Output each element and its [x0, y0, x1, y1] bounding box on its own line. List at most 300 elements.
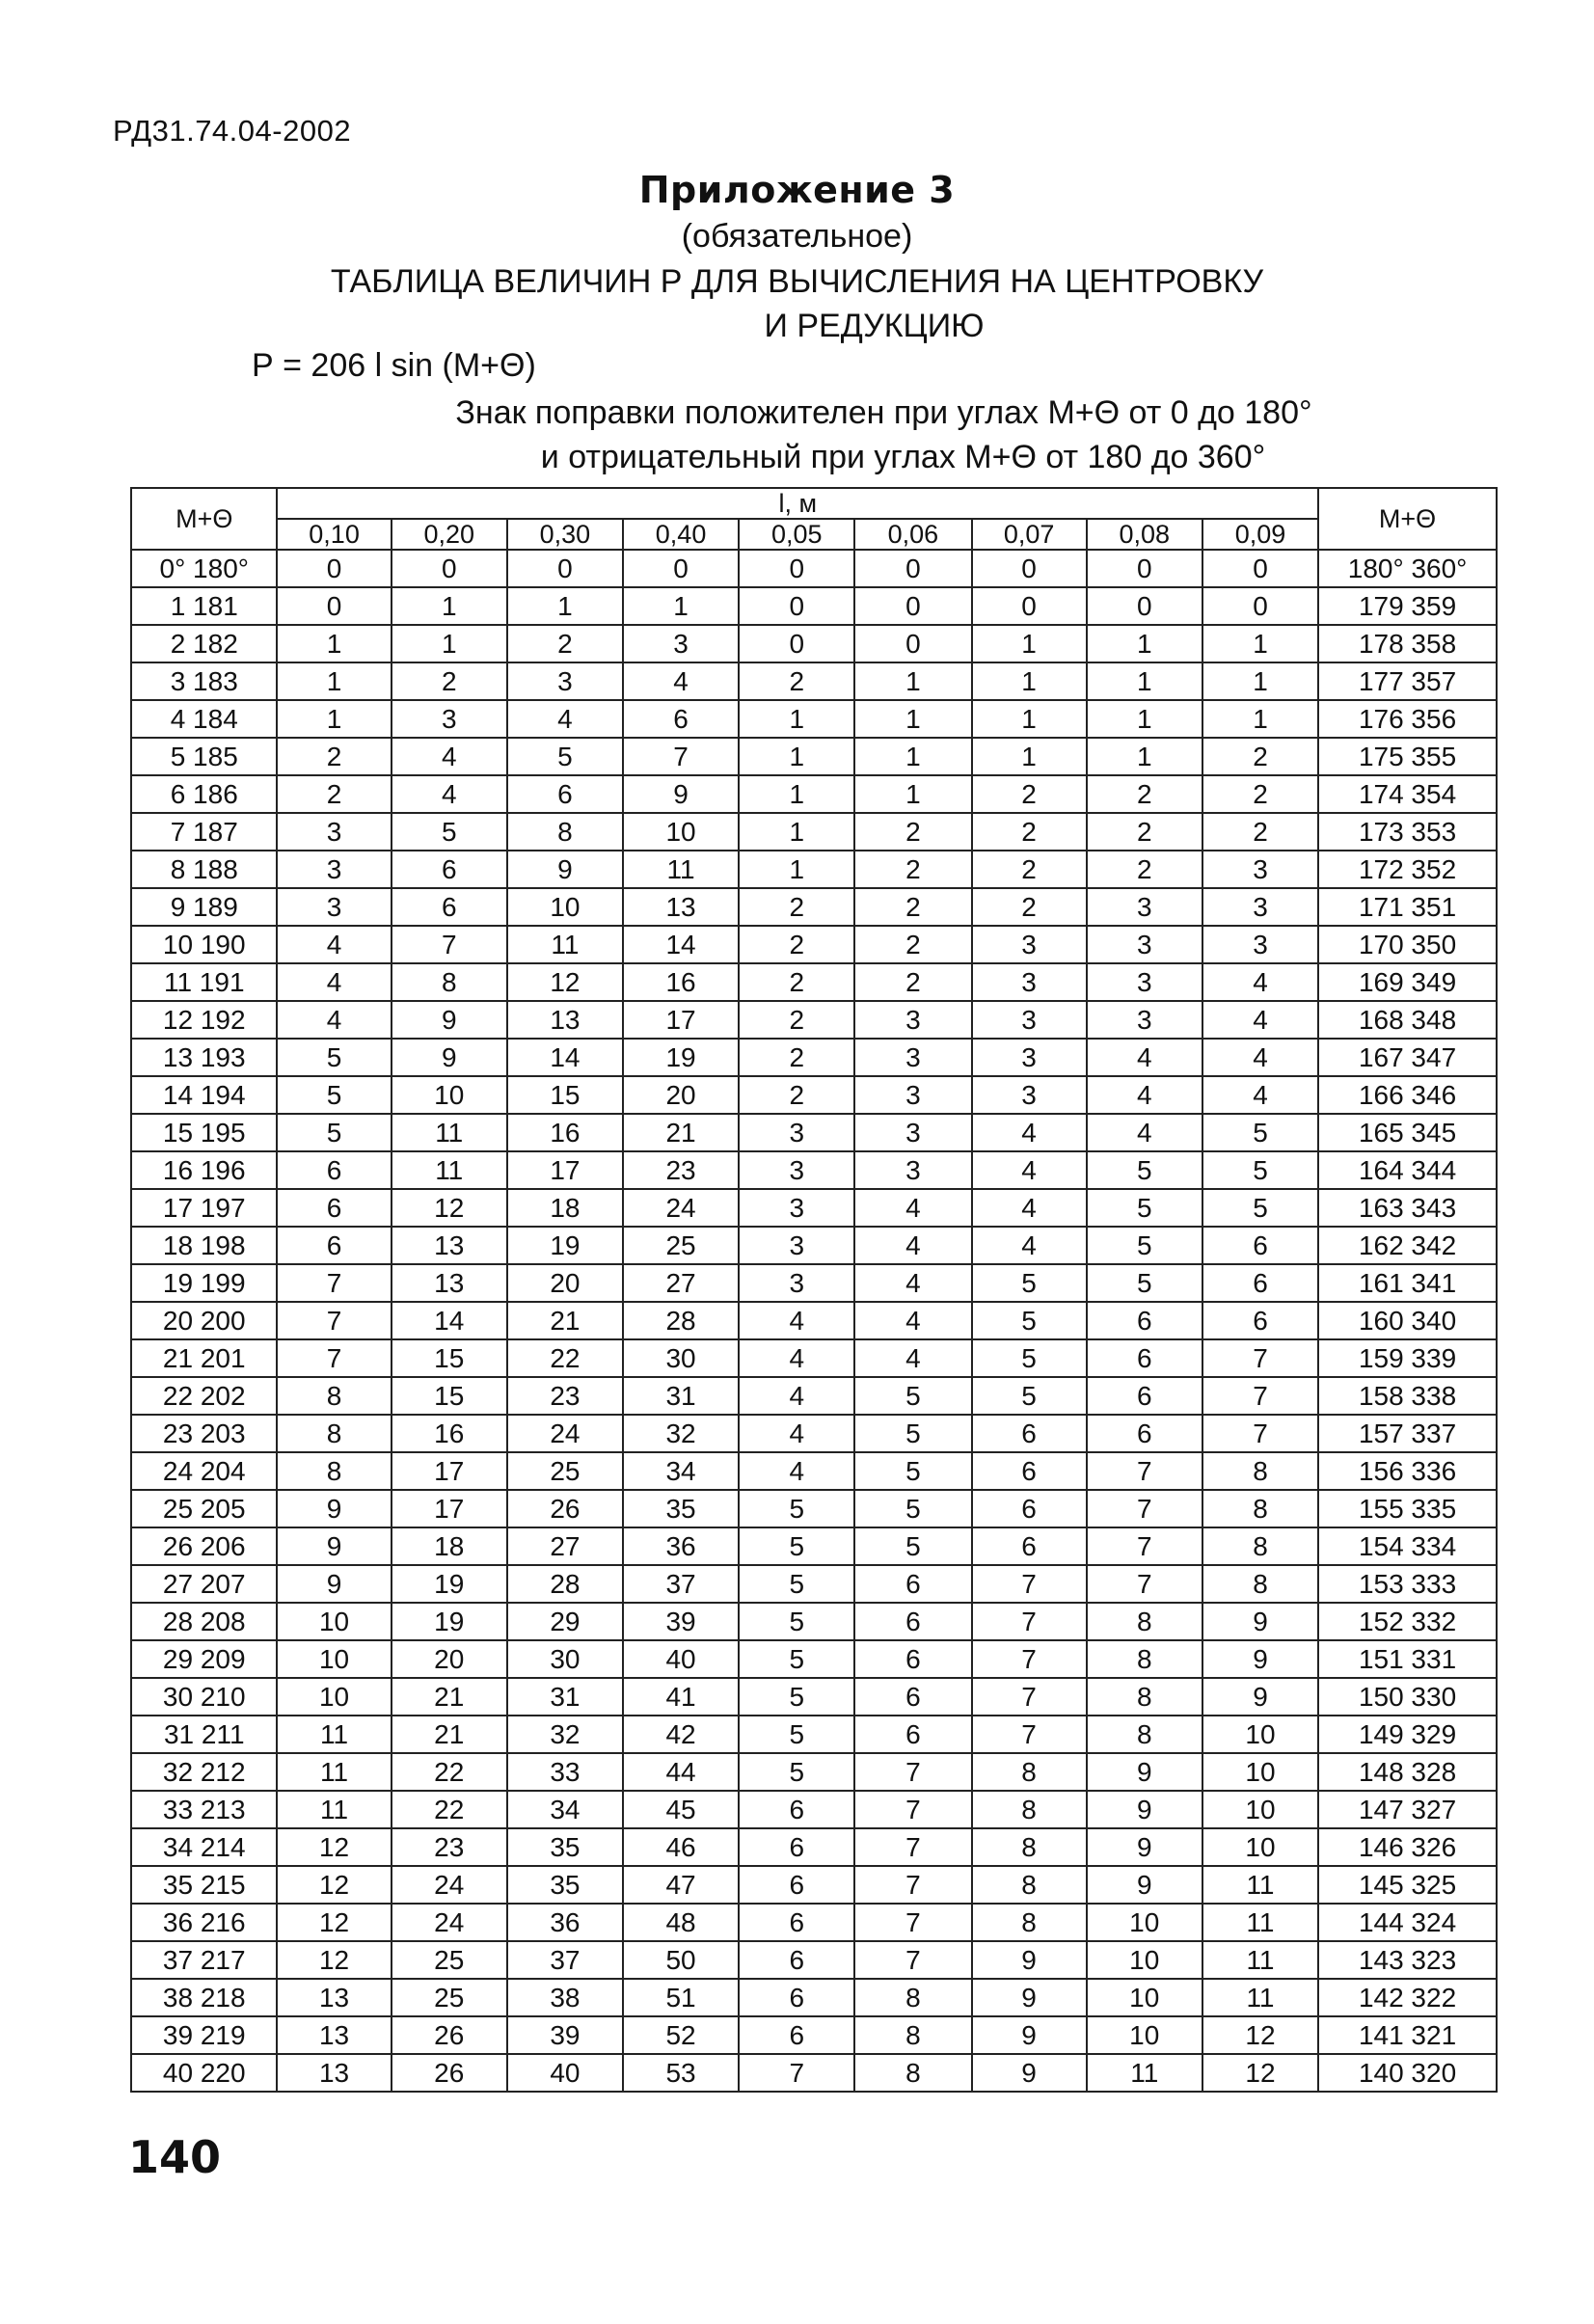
value-cell: 0 — [739, 625, 854, 662]
value-cell: 29 — [507, 1603, 623, 1640]
row-left-angle: 13 193 — [131, 1039, 277, 1076]
value-cell: 12 — [392, 1189, 507, 1227]
table-row — [131, 888, 1497, 926]
column-header-5: 0,06 — [854, 519, 971, 550]
value-cell: 9 — [1087, 1753, 1202, 1791]
table-row — [131, 1039, 1497, 1076]
value-cell: 9 — [1087, 1828, 1202, 1866]
value-cell: 36 — [507, 1904, 623, 1941]
value-cell: 36 — [623, 1527, 739, 1565]
table-row — [131, 926, 1497, 963]
value-cell: 31 — [623, 1377, 739, 1415]
value-cell: 6 — [277, 1227, 391, 1264]
value-cell: 5 — [854, 1452, 971, 1490]
value-cell: 19 — [392, 1603, 507, 1640]
value-cell: 1 — [854, 775, 971, 813]
value-cell: 1 — [507, 587, 623, 625]
value-cell: 3 — [739, 1114, 854, 1151]
value-cell: 4 — [854, 1227, 971, 1264]
value-cell: 0 — [1087, 550, 1202, 587]
value-cell: 11 — [277, 1753, 391, 1791]
value-cell: 9 — [1202, 1603, 1318, 1640]
value-cell: 4 — [1202, 963, 1318, 1001]
value-cell: 11 — [1202, 1904, 1318, 1941]
value-cell: 53 — [623, 2054, 739, 2092]
value-cell: 9 — [1202, 1640, 1318, 1678]
value-cell: 24 — [507, 1415, 623, 1452]
value-cell: 1 — [972, 700, 1087, 738]
value-cell: 4 — [972, 1227, 1087, 1264]
value-cell: 8 — [1202, 1452, 1318, 1490]
value-cell: 22 — [392, 1753, 507, 1791]
value-cell: 5 — [1202, 1151, 1318, 1189]
value-cell: 5 — [972, 1264, 1087, 1302]
value-cell: 2 — [739, 888, 854, 926]
value-cell: 34 — [507, 1791, 623, 1828]
row-left-angle: 31 211 — [131, 1716, 277, 1753]
value-cell: 3 — [854, 1151, 971, 1189]
value-cell: 23 — [392, 1828, 507, 1866]
value-cell: 13 — [277, 2054, 391, 2092]
row-left-angle: 5 185 — [131, 738, 277, 775]
value-cell: 5 — [507, 738, 623, 775]
table-row — [131, 550, 1497, 587]
table-row — [131, 1189, 1497, 1227]
value-cell: 5 — [739, 1640, 854, 1678]
value-cell: 4 — [1087, 1114, 1202, 1151]
value-cell: 7 — [972, 1678, 1087, 1716]
row-left-angle: 8 188 — [131, 851, 277, 888]
row-right-angle: 154 334 — [1318, 1527, 1497, 1565]
value-cell: 17 — [392, 1490, 507, 1527]
value-cell: 6 — [1202, 1227, 1318, 1264]
value-cell: 9 — [277, 1565, 391, 1603]
row-right-angle: 166 346 — [1318, 1076, 1497, 1114]
value-cell: 8 — [972, 1791, 1087, 1828]
value-cell: 1 — [1087, 738, 1202, 775]
table-row — [131, 625, 1497, 662]
value-cell: 8 — [1087, 1716, 1202, 1753]
value-cell: 5 — [739, 1527, 854, 1565]
table-row — [131, 1979, 1497, 2016]
value-cell: 1 — [392, 625, 507, 662]
row-right-angle: 140 320 — [1318, 2054, 1497, 2092]
value-cell: 5 — [854, 1377, 971, 1415]
table-row — [131, 738, 1497, 775]
value-cell: 2 — [507, 625, 623, 662]
value-cell: 39 — [623, 1603, 739, 1640]
value-cell: 48 — [623, 1904, 739, 1941]
value-cell: 10 — [392, 1076, 507, 1114]
value-cell: 3 — [854, 1114, 971, 1151]
row-right-angle: 169 349 — [1318, 963, 1497, 1001]
value-cell: 10 — [507, 888, 623, 926]
value-cell: 6 — [739, 1866, 854, 1904]
value-cell: 2 — [739, 1076, 854, 1114]
value-cell: 20 — [392, 1640, 507, 1678]
value-cell: 9 — [1202, 1678, 1318, 1716]
value-cell: 20 — [507, 1264, 623, 1302]
value-cell: 13 — [392, 1264, 507, 1302]
value-cell: 3 — [739, 1151, 854, 1189]
value-cell: 5 — [739, 1678, 854, 1716]
value-cell: 2 — [1087, 775, 1202, 813]
value-cell: 6 — [739, 1904, 854, 1941]
column-header-0: 0,10 — [277, 519, 391, 550]
value-cell: 6 — [623, 700, 739, 738]
value-cell: 9 — [972, 2016, 1087, 2054]
row-right-angle: 156 336 — [1318, 1452, 1497, 1490]
value-cell: 3 — [392, 700, 507, 738]
value-cell: 8 — [972, 1753, 1087, 1791]
value-cell: 5 — [972, 1302, 1087, 1339]
table-row — [131, 1753, 1497, 1791]
value-cell: 2 — [854, 963, 971, 1001]
row-right-angle: 155 335 — [1318, 1490, 1497, 1527]
value-cell: 8 — [972, 1828, 1087, 1866]
value-cell: 7 — [972, 1565, 1087, 1603]
row-right-angle: 178 358 — [1318, 625, 1497, 662]
value-cell: 2 — [854, 888, 971, 926]
value-cell: 3 — [623, 625, 739, 662]
value-cell: 14 — [507, 1039, 623, 1076]
value-cell: 21 — [392, 1716, 507, 1753]
column-header-7: 0,08 — [1087, 519, 1202, 550]
value-cell: 44 — [623, 1753, 739, 1791]
sign-note — [0, 391, 1594, 479]
value-cell: 17 — [623, 1001, 739, 1039]
value-cell: 1 — [739, 851, 854, 888]
row-right-angle: 151 331 — [1318, 1640, 1497, 1678]
row-left-angle: 33 213 — [131, 1791, 277, 1828]
table-row — [131, 963, 1497, 1001]
value-cell: 5 — [854, 1415, 971, 1452]
value-cell: 7 — [972, 1640, 1087, 1678]
row-left-angle: 40 220 — [131, 2054, 277, 2092]
value-cell: 4 — [739, 1415, 854, 1452]
value-cell: 2 — [277, 775, 391, 813]
value-cell: 25 — [392, 1941, 507, 1979]
value-cell: 4 — [972, 1151, 1087, 1189]
value-cell: 2 — [972, 888, 1087, 926]
row-left-angle: 11 191 — [131, 963, 277, 1001]
table-header-row-2 — [131, 519, 1497, 550]
value-cell: 1 — [392, 587, 507, 625]
value-cell: 0 — [854, 587, 971, 625]
value-cell: 6 — [854, 1565, 971, 1603]
value-cell: 12 — [277, 1941, 391, 1979]
value-cell: 1 — [739, 700, 854, 738]
value-cell: 6 — [277, 1189, 391, 1227]
value-cell: 1 — [739, 813, 854, 851]
row-left-angle: 35 215 — [131, 1866, 277, 1904]
table-row — [131, 813, 1497, 851]
value-cell: 12 — [277, 1904, 391, 1941]
value-cell: 6 — [854, 1716, 971, 1753]
row-right-angle: 149 329 — [1318, 1716, 1497, 1753]
row-left-angle: 17 197 — [131, 1189, 277, 1227]
value-cell: 8 — [854, 1979, 971, 2016]
value-cell: 14 — [392, 1302, 507, 1339]
value-cell: 17 — [392, 1452, 507, 1490]
value-cell: 8 — [854, 2016, 971, 2054]
value-cell: 2 — [972, 851, 1087, 888]
table-row — [131, 1828, 1497, 1866]
value-cell: 5 — [1087, 1264, 1202, 1302]
value-cell: 30 — [507, 1640, 623, 1678]
value-cell: 4 — [854, 1189, 971, 1227]
value-cell: 8 — [277, 1452, 391, 1490]
value-cell: 5 — [972, 1377, 1087, 1415]
table-row — [131, 1302, 1497, 1339]
value-cell: 0 — [1087, 587, 1202, 625]
value-cell: 40 — [623, 1640, 739, 1678]
value-cell: 9 — [972, 2054, 1087, 2092]
value-cell: 4 — [623, 662, 739, 700]
value-cell: 6 — [1087, 1377, 1202, 1415]
value-cell: 4 — [739, 1339, 854, 1377]
table-row — [131, 1227, 1497, 1264]
value-cell: 1 — [972, 625, 1087, 662]
value-cell: 39 — [507, 2016, 623, 2054]
value-cell: 2 — [392, 662, 507, 700]
value-cell: 2 — [1087, 813, 1202, 851]
value-cell: 3 — [277, 851, 391, 888]
value-cell: 6 — [972, 1527, 1087, 1565]
row-left-angle: 26 206 — [131, 1527, 277, 1565]
value-cell: 7 — [854, 1941, 971, 1979]
value-cell: 11 — [277, 1791, 391, 1828]
value-cell: 16 — [623, 963, 739, 1001]
row-right-angle: 165 345 — [1318, 1114, 1497, 1151]
value-cell: 19 — [392, 1565, 507, 1603]
table-row — [131, 1603, 1497, 1640]
value-cell: 12 — [507, 963, 623, 1001]
value-cell: 2 — [739, 1001, 854, 1039]
row-left-angle: 20 200 — [131, 1302, 277, 1339]
value-cell: 6 — [1087, 1339, 1202, 1377]
value-cell: 8 — [1087, 1678, 1202, 1716]
value-cell: 12 — [1202, 2054, 1318, 2092]
value-cell: 9 — [623, 775, 739, 813]
value-cell: 10 — [1087, 1904, 1202, 1941]
value-cell: 0 — [277, 587, 391, 625]
value-cell: 32 — [507, 1716, 623, 1753]
value-cell: 0 — [972, 550, 1087, 587]
value-cell: 15 — [392, 1339, 507, 1377]
row-right-angle: 142 322 — [1318, 1979, 1497, 2016]
value-cell: 6 — [507, 775, 623, 813]
value-cell: 7 — [277, 1302, 391, 1339]
value-cell: 0 — [507, 550, 623, 587]
value-cell: 2 — [1202, 738, 1318, 775]
value-cell: 5 — [277, 1114, 391, 1151]
row-left-angle: 24 204 — [131, 1452, 277, 1490]
value-cell: 27 — [507, 1527, 623, 1565]
value-cell: 18 — [392, 1527, 507, 1565]
value-cell: 1 — [1087, 662, 1202, 700]
value-cell: 5 — [392, 813, 507, 851]
row-left-angle: 14 194 — [131, 1076, 277, 1114]
value-cell: 9 — [1087, 1866, 1202, 1904]
value-cell: 24 — [623, 1189, 739, 1227]
value-cell: 8 — [854, 2054, 971, 2092]
value-cell: 1 — [854, 662, 971, 700]
value-cell: 8 — [1202, 1565, 1318, 1603]
value-cell: 3 — [854, 1001, 971, 1039]
row-left-angle: 29 209 — [131, 1640, 277, 1678]
value-cell: 10 — [1202, 1828, 1318, 1866]
value-cell: 11 — [392, 1114, 507, 1151]
value-cell: 19 — [507, 1227, 623, 1264]
value-cell: 3 — [972, 1001, 1087, 1039]
row-right-angle: 141 321 — [1318, 2016, 1497, 2054]
value-cell: 2 — [739, 1039, 854, 1076]
row-right-angle: 167 347 — [1318, 1039, 1497, 1076]
value-cell: 1 — [1202, 700, 1318, 738]
value-cell: 6 — [739, 2016, 854, 2054]
value-cell: 24 — [392, 1904, 507, 1941]
row-right-angle: 147 327 — [1318, 1791, 1497, 1828]
row-left-angle: 4 184 — [131, 700, 277, 738]
value-cell: 4 — [1087, 1039, 1202, 1076]
value-cell: 4 — [854, 1339, 971, 1377]
value-cell: 26 — [392, 2016, 507, 2054]
value-cell: 4 — [739, 1377, 854, 1415]
table-row — [131, 1640, 1497, 1678]
value-cell: 6 — [392, 888, 507, 926]
value-cell: 51 — [623, 1979, 739, 2016]
value-cell: 25 — [507, 1452, 623, 1490]
page-number: 140 — [128, 2131, 222, 2183]
value-cell: 10 — [1087, 2016, 1202, 2054]
value-cell: 3 — [1202, 926, 1318, 963]
value-cell: 4 — [277, 926, 391, 963]
value-cell: 0 — [277, 550, 391, 587]
value-cell: 6 — [1202, 1302, 1318, 1339]
table-header-row-1 — [131, 488, 1497, 519]
row-right-angle: 164 344 — [1318, 1151, 1497, 1189]
value-cell: 4 — [1202, 1001, 1318, 1039]
table-row — [131, 1264, 1497, 1302]
value-cell: 14 — [623, 926, 739, 963]
value-cell: 11 — [277, 1716, 391, 1753]
value-cell: 3 — [854, 1076, 971, 1114]
row-right-angle: 174 354 — [1318, 775, 1497, 813]
table-row — [131, 1415, 1497, 1452]
value-cell: 3 — [507, 662, 623, 700]
table-row — [131, 1866, 1497, 1904]
value-cell: 7 — [1202, 1339, 1318, 1377]
value-cell: 5 — [277, 1076, 391, 1114]
value-cell: 6 — [739, 1791, 854, 1828]
value-cell: 8 — [972, 1904, 1087, 1941]
value-cell: 7 — [739, 2054, 854, 2092]
value-cell: 26 — [392, 2054, 507, 2092]
row-left-angle: 19 199 — [131, 1264, 277, 1302]
table-title — [0, 259, 1594, 348]
value-cell: 1 — [623, 587, 739, 625]
table-row — [131, 1791, 1497, 1828]
value-cell: 1 — [1202, 662, 1318, 700]
value-cell: 50 — [623, 1941, 739, 1979]
table-row — [131, 1452, 1497, 1490]
value-cell: 42 — [623, 1716, 739, 1753]
value-cell: 13 — [277, 2016, 391, 2054]
value-cell: 7 — [972, 1716, 1087, 1753]
value-cell: 0 — [972, 587, 1087, 625]
appendix-title: Приложение 3 — [638, 169, 956, 211]
table-row — [131, 1114, 1497, 1151]
value-cell: 8 — [1202, 1490, 1318, 1527]
row-left-angle: 30 210 — [131, 1678, 277, 1716]
row-right-angle: 171 351 — [1318, 888, 1497, 926]
value-cell: 46 — [623, 1828, 739, 1866]
value-cell: 7 — [854, 1828, 971, 1866]
value-cell: 5 — [972, 1339, 1087, 1377]
value-cell: 4 — [1202, 1076, 1318, 1114]
value-cell: 3 — [1087, 926, 1202, 963]
row-right-angle: 177 357 — [1318, 662, 1497, 700]
row-left-angle: 37 217 — [131, 1941, 277, 1979]
table-row — [131, 775, 1497, 813]
row-right-angle: 176 356 — [1318, 700, 1497, 738]
value-cell: 3 — [739, 1189, 854, 1227]
row-left-angle: 27 207 — [131, 1565, 277, 1603]
value-cell: 1 — [854, 700, 971, 738]
value-cell: 3 — [1087, 963, 1202, 1001]
value-cell: 45 — [623, 1791, 739, 1828]
value-cell: 35 — [507, 1828, 623, 1866]
column-header-3: 0,40 — [623, 519, 739, 550]
value-cell: 5 — [1087, 1189, 1202, 1227]
row-right-angle: 143 323 — [1318, 1941, 1497, 1979]
appendix-subtitle: (обязательное) — [681, 218, 913, 255]
row-right-angle: 157 337 — [1318, 1415, 1497, 1452]
value-cell: 37 — [623, 1565, 739, 1603]
value-cell: 8 — [507, 813, 623, 851]
row-left-angle: 18 198 — [131, 1227, 277, 1264]
value-cell: 7 — [1087, 1527, 1202, 1565]
row-right-angle: 153 333 — [1318, 1565, 1497, 1603]
table-row — [131, 1001, 1497, 1039]
value-cell: 40 — [507, 2054, 623, 2092]
value-cell: 10 — [1202, 1753, 1318, 1791]
value-cell: 4 — [1202, 1039, 1318, 1076]
value-cell: 11 — [1202, 1979, 1318, 2016]
value-cell: 8 — [392, 963, 507, 1001]
value-cell: 3 — [972, 926, 1087, 963]
row-right-angle: 148 328 — [1318, 1753, 1497, 1791]
value-cell: 6 — [854, 1678, 971, 1716]
value-cell: 2 — [854, 926, 971, 963]
row-right-angle: 144 324 — [1318, 1904, 1497, 1941]
value-cell: 7 — [1202, 1377, 1318, 1415]
value-cell: 9 — [277, 1527, 391, 1565]
value-cell: 0 — [623, 550, 739, 587]
right-angle-header: М+Θ — [1318, 488, 1497, 550]
value-cell: 0 — [739, 587, 854, 625]
value-cell: 8 — [277, 1415, 391, 1452]
value-cell: 10 — [277, 1603, 391, 1640]
row-right-angle: 150 330 — [1318, 1678, 1497, 1716]
value-cell: 6 — [1087, 1302, 1202, 1339]
value-cell: 4 — [854, 1302, 971, 1339]
value-cell: 2 — [972, 813, 1087, 851]
table-row — [131, 587, 1497, 625]
value-cell: 3 — [1202, 851, 1318, 888]
column-header-1: 0,20 — [392, 519, 507, 550]
